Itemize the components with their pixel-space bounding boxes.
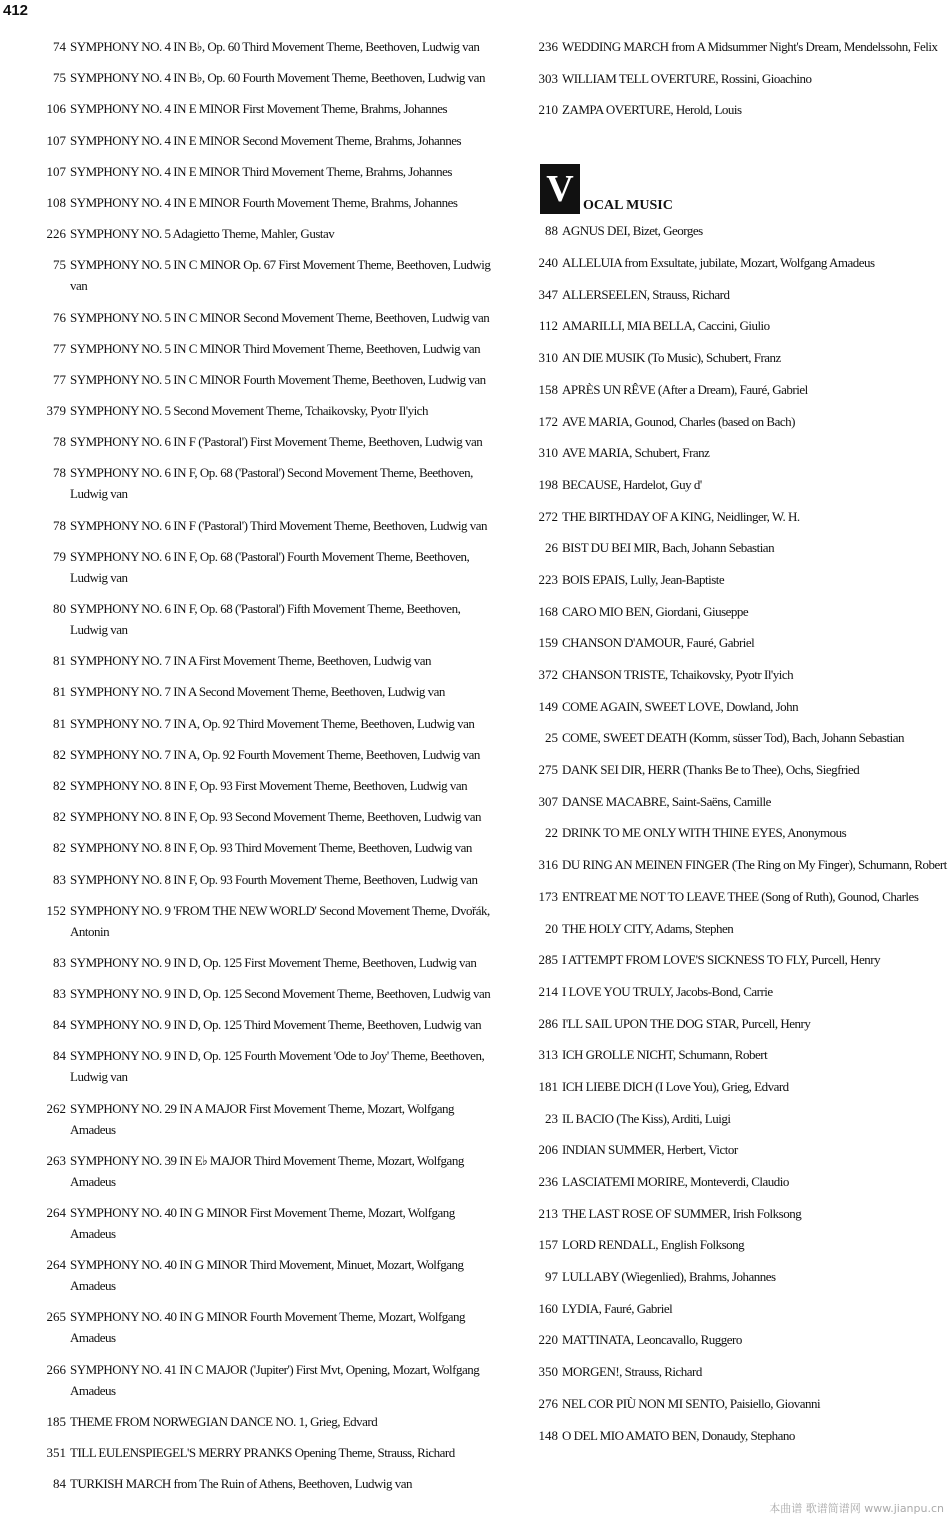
page-ref: 198	[538, 476, 558, 492]
entry-title: SYMPHONY NO. 7 IN A, Op. 92 Third Movement Theme, Beethoven, Ludwig van	[70, 715, 475, 731]
page-ref: 310	[538, 350, 558, 366]
entry-title: CHANSON D'AMOUR, Fauré, Gabriel	[562, 635, 755, 651]
page-ref: 149	[538, 698, 558, 714]
entry-title: SYMPHONY NO. 7 IN A, Op. 92 Fourth Movement Theme, Beethoven, Ludwig van	[70, 746, 480, 762]
index-entry	[30, 681, 500, 702]
entry-title: SYMPHONY NO. 7 IN A Second Movement Theme, Beethoven, Ludwig van	[70, 684, 445, 700]
entry-title: SYMPHONY NO. 4 IN E MINOR Fourth Movement Theme, Brahms, Johannes	[70, 194, 458, 210]
page-ref: 107	[46, 163, 66, 179]
entry-title: INDIAN SUMMER, Herbert, Victor	[562, 1142, 738, 1158]
page-ref: 78	[53, 434, 66, 450]
entry-title: SYMPHONY NO. 5 IN C MINOR Third Movement Theme, Beethoven, Ludwig van	[70, 340, 481, 356]
page-ref: 159	[538, 635, 558, 651]
index-entry	[30, 1306, 500, 1348]
entry-title: CHANSON TRISTE, Tchaikovsky, Pyotr Il'yich	[562, 667, 794, 682]
entry-title: TURKISH MARCH from The Ruin of Athens, Beethoven, Ludwig van	[70, 1476, 413, 1492]
page-ref: 285	[538, 952, 558, 968]
page-ref: 84	[53, 1048, 66, 1064]
index-entry	[30, 1411, 500, 1432]
page-ref: 82	[53, 777, 66, 793]
index-entry	[30, 1254, 500, 1296]
page-ref: 236	[538, 39, 558, 54]
entry-title: SYMPHONY NO. 41 IN C MAJOR ('Jupiter') First Mvt, Opening, Mozart, Wolfgang Amadeus	[70, 1361, 480, 1398]
entry-title: MORGEN!, Strauss, Richard	[562, 1364, 702, 1380]
entry-title: ICH GROLLE NICHT, Schumann, Robert	[562, 1047, 768, 1063]
page-ref: 313	[538, 1047, 558, 1063]
page-ref: 84	[53, 1476, 66, 1492]
index-entry	[528, 1298, 948, 1319]
index-entry	[528, 411, 948, 432]
section-heading-vocal-music	[528, 162, 948, 214]
index-entry	[30, 369, 500, 390]
entry-title: I LOVE YOU TRULY, Jacobs-Bond, Carrie	[562, 983, 773, 999]
entry-title: SYMPHONY NO. 5 IN C MINOR Fourth Movement Theme, Beethoven, Ludwig van	[70, 371, 486, 387]
page-ref: 303	[538, 70, 558, 86]
page-ref: 148	[538, 1427, 558, 1443]
entry-title: DANK SEI DIR, HERR (Thanks Be to Thee), Ochs, Siegfried	[562, 762, 860, 778]
entry-title: COME, SWEET DEATH (Komm, süsser Tod), Bach, Johann Sebastian	[562, 730, 904, 746]
page-ref: 77	[53, 340, 66, 356]
index-entry	[30, 775, 500, 796]
index-entry	[30, 1359, 500, 1401]
entry-title: IL BACIO (The Kiss), Arditi, Luigi	[562, 1110, 731, 1126]
page-ref: 97	[545, 1269, 558, 1285]
entry-title: I'LL SAIL UPON THE DOG STAR, Purcell, Henry	[562, 1015, 811, 1031]
index-entry	[528, 1171, 948, 1192]
entry-title: SYMPHONY NO. 40 IN G MINOR Third Movement, Minuet, Mozart, Wolfgang Amadeus	[70, 1257, 464, 1294]
page-ref: 152	[46, 902, 66, 918]
entry-title: NEL COR PIÙ NON MI SENTO, Paisiello, Giovanni	[562, 1395, 821, 1411]
index-entry	[528, 1393, 948, 1414]
vocal-music-list	[528, 220, 948, 1445]
index-entry	[528, 1234, 948, 1255]
page-ref: 265	[46, 1309, 66, 1325]
entry-title: LORD RENDALL, English Folksong	[562, 1237, 745, 1253]
page-ref: 214	[538, 983, 558, 999]
entry-title: SYMPHONY NO. 5 IN C MINOR Op. 67 First Movement Theme, Beethoven, Ludwig van	[70, 257, 491, 294]
index-entry	[528, 949, 948, 970]
index-entry	[30, 598, 500, 640]
entry-title: ALLELUIA from Exsultate, jubilate, Mozart, Wolfgang Amadeus	[562, 255, 875, 271]
entry-title: SYMPHONY NO. 6 IN F, Op. 68 ('Pastoral') Fifth Movement Theme, Beethoven, Ludwig van	[70, 601, 461, 637]
index-entry	[528, 1266, 948, 1287]
index-entry	[528, 1044, 948, 1065]
index-entry	[30, 36, 500, 57]
page-ref: 220	[538, 1332, 558, 1348]
entry-title: SYMPHONY NO. 5 IN C MINOR Second Movement Theme, Beethoven, Ludwig van	[70, 309, 490, 325]
page-ref: 351	[46, 1444, 66, 1460]
index-entry	[30, 1442, 500, 1463]
entry-title: DRINK TO ME ONLY WITH THINE EYES, Anonymous	[562, 825, 847, 841]
entry-title: BECAUSE, Hardelot, Guy d'	[562, 476, 702, 492]
entry-title: SYMPHONY NO. 6 IN F ('Pastoral') Third Movement Theme, Beethoven, Ludwig van	[70, 517, 488, 533]
entry-title: SYMPHONY NO. 9 IN D, Op. 125 Second Movement Theme, Beethoven, Ludwig van	[70, 986, 491, 1002]
index-entry	[30, 67, 500, 88]
orchestral-continued-list	[528, 36, 948, 120]
entry-title: SYMPHONY NO. 9 IN D, Op. 125 Third Movement Theme, Beethoven, Ludwig van	[70, 1017, 482, 1033]
index-entry	[30, 1098, 500, 1140]
index-entry	[30, 1150, 500, 1192]
index-entry	[528, 379, 948, 400]
entry-title: ALLERSEELEN, Strauss, Richard	[562, 286, 730, 302]
entry-title: APRÈS UN RÊVE (After a Dream), Fauré, Gabriel	[562, 381, 808, 397]
index-entry	[528, 1361, 948, 1382]
page-ref: 74	[53, 39, 66, 54]
entry-title: SYMPHONY NO. 29 IN A MAJOR First Movement Theme, Mozart, Wolfgang Amadeus	[70, 1100, 455, 1137]
page-ref: 264	[46, 1257, 66, 1273]
entry-title: MATTINATA, Leoncavallo, Ruggero	[562, 1332, 742, 1348]
page-ref: 81	[53, 715, 66, 731]
index-entry	[528, 886, 948, 907]
page-ref: 25	[545, 730, 558, 746]
entry-title: LYDIA, Fauré, Gabriel	[562, 1300, 673, 1316]
entry-title: DANSE MACABRE, Saint-Saëns, Camille	[562, 793, 771, 809]
entry-title: SYMPHONY NO. 9 IN D, Op. 125 First Movement Theme, Beethoven, Ludwig van	[70, 954, 477, 970]
entry-title: LASCIATEMI MORIRE, Monteverdi, Claudio	[562, 1174, 789, 1189]
entry-title: ZAMPA OVERTURE, Herold, Louis	[562, 102, 742, 118]
entry-title: LULLABY (Wiegenlied), Brahms, Johannes	[562, 1269, 776, 1285]
index-entry	[30, 983, 500, 1004]
page-ref: 275	[538, 762, 558, 778]
entry-title: SYMPHONY NO. 4 IN B♭, Op. 60 Third Movement Theme, Beethoven, Ludwig van	[70, 39, 480, 54]
page-ref: 210	[538, 102, 558, 118]
entry-title: DU RING AN MEINEN FINGER (The Ring on My Finger), Schumann, Robert	[562, 857, 947, 873]
entry-title: TILL EULENSPIEGEL'S MERRY PRANKS Opening Theme, Strauss, Richard	[70, 1444, 455, 1460]
index-entry	[528, 569, 948, 590]
page-ref: 108	[46, 194, 66, 210]
page-ref: 160	[538, 1300, 558, 1316]
section-initial: V	[540, 164, 580, 214]
entry-title: AVE MARIA, Schubert, Franz	[562, 445, 710, 461]
page-ref: 172	[538, 413, 558, 429]
index-entry	[30, 1014, 500, 1035]
index-entry	[528, 632, 948, 653]
index-entry	[30, 744, 500, 765]
entry-title: SYMPHONY NO. 4 IN E MINOR Third Movement Theme, Brahms, Johannes	[70, 163, 452, 179]
index-entry	[528, 822, 948, 843]
entry-title: SYMPHONY NO. 8 IN F, Op. 93 Second Movement Theme, Beethoven, Ludwig van	[70, 809, 482, 825]
index-entry	[528, 68, 948, 89]
entry-title: BOIS EPAIS, Lully, Jean-Baptiste	[562, 571, 725, 587]
entry-title: ENTREAT ME NOT TO LEAVE THEE (Song of Ruth), Gounod, Charles	[562, 888, 919, 904]
index-entry	[528, 981, 948, 1002]
index-entry	[528, 1329, 948, 1350]
page-ref: 157	[538, 1237, 558, 1253]
page-ref: 75	[53, 70, 66, 86]
page-ref: 264	[46, 1205, 66, 1220]
page-ref: 77	[53, 371, 66, 387]
page-ref: 266	[46, 1361, 66, 1377]
entry-title: SYMPHONY NO. 6 IN F, Op. 68 ('Pastoral') Fourth Movement Theme, Beethoven, Ludwig van	[70, 548, 470, 585]
page-ref: 26	[545, 540, 558, 556]
entry-title: WEDDING MARCH from A Midsummer Night's Dream, Mendelssohn, Felix	[562, 39, 938, 54]
page-ref: 84	[53, 1017, 66, 1033]
index-entry	[30, 806, 500, 827]
entry-title: WILLIAM TELL OVERTURE, Rossini, Gioachino	[562, 70, 812, 86]
index-entry	[30, 650, 500, 671]
entry-title: AVE MARIA, Gounod, Charles (based on Bach)	[562, 413, 795, 429]
index-entry	[528, 1076, 948, 1097]
page-ref: 236	[538, 1174, 558, 1189]
page-ref: 83	[53, 871, 66, 887]
index-entry	[30, 837, 500, 858]
entry-title: SYMPHONY NO. 7 IN A First Movement Theme, Beethoven, Ludwig van	[70, 653, 432, 669]
entry-title: SYMPHONY NO. 9 'FROM THE NEW WORLD' Second Movement Theme, Dvořák, Antonin	[70, 902, 490, 939]
entry-title: SYMPHONY NO. 4 IN E MINOR First Movement Theme, Brahms, Johannes	[70, 101, 448, 117]
entry-title: COME AGAIN, SWEET LOVE, Dowland, John	[562, 698, 799, 714]
index-entry	[528, 474, 948, 495]
index-entry	[30, 900, 500, 942]
page-ref: 379	[46, 403, 66, 419]
index-entry	[30, 1202, 500, 1244]
page-ref: 22	[545, 825, 558, 841]
index-entry	[528, 36, 948, 57]
page-ref: 286	[538, 1015, 558, 1031]
entry-title: SYMPHONY NO. 8 IN F, Op. 93 First Movement Theme, Beethoven, Ludwig van	[70, 777, 468, 793]
index-entry	[30, 1473, 500, 1494]
index-entry	[528, 601, 948, 622]
index-entry	[528, 1108, 948, 1129]
index-entry	[30, 307, 500, 328]
index-entry	[528, 315, 948, 336]
page-ref: 206	[538, 1142, 558, 1158]
page-ref: 181	[538, 1078, 558, 1094]
entry-title: CARO MIO BEN, Giordani, Giuseppe	[562, 603, 749, 619]
page-ref: 81	[53, 684, 66, 700]
page-ref: 79	[53, 548, 66, 564]
entry-title: SYMPHONY NO. 6 IN F, Op. 68 ('Pastoral') Second Movement Theme, Beethoven, Ludwig van	[70, 465, 473, 502]
page-ref: 226	[46, 226, 66, 242]
index-entry	[30, 431, 500, 452]
page-ref: 213	[538, 1205, 558, 1221]
index-entry	[528, 791, 948, 812]
entry-title: SYMPHONY NO. 4 IN E MINOR Second Movement Theme, Brahms, Johannes	[70, 132, 462, 148]
index-entry	[30, 515, 500, 536]
index-entry	[528, 696, 948, 717]
page-ref: 185	[46, 1413, 66, 1429]
page-ref: 223	[538, 571, 558, 587]
index-entry	[30, 952, 500, 973]
index-entry	[528, 347, 948, 368]
page-ref: 82	[53, 809, 66, 825]
page-ref: 347	[538, 286, 558, 302]
page-ref: 307	[538, 793, 558, 809]
entry-title: THE LAST ROSE OF SUMMER, Irish Folksong	[562, 1205, 802, 1221]
index-entry	[528, 99, 948, 120]
entry-title: SYMPHONY NO. 39 IN E♭ MAJOR Third Movement Theme, Mozart, Wolfgang Amadeus	[70, 1152, 464, 1189]
page-ref: 350	[538, 1364, 558, 1380]
entry-title: O DEL MIO AMATO BEN, Donaudy, Stephano	[562, 1427, 795, 1443]
entry-title: AN DIE MUSIK (To Music), Schubert, Franz	[562, 350, 781, 366]
entry-title: SYMPHONY NO. 8 IN F, Op. 93 Third Movement Theme, Beethoven, Ludwig van	[70, 840, 472, 856]
entry-title: ICH LIEBE DICH (I Love You), Grieg, Edvard	[562, 1078, 789, 1094]
index-entry	[528, 1013, 948, 1034]
page-ref: 276	[538, 1395, 558, 1411]
page-ref: 310	[538, 445, 558, 461]
entry-title: SYMPHONY NO. 5 Adagietto Theme, Mahler, Gustav	[70, 226, 335, 242]
index-entry	[30, 192, 500, 213]
index-entry	[528, 506, 948, 527]
entry-title: AGNUS DEI, Bizet, Georges	[562, 223, 703, 239]
index-entry	[528, 284, 948, 305]
index-entry	[30, 223, 500, 244]
page-ref: 158	[538, 381, 558, 397]
entry-title: SYMPHONY NO. 8 IN F, Op. 93 Fourth Movement Theme, Beethoven, Ludwig van	[70, 871, 478, 887]
index-entry	[30, 254, 500, 296]
page-ref: 372	[538, 667, 558, 682]
entry-title: SYMPHONY NO. 9 IN D, Op. 125 Fourth Movement 'Ode to Joy' Theme, Beethoven, Ludwig van	[70, 1048, 485, 1085]
page-ref: 81	[53, 653, 66, 669]
index-entry	[30, 400, 500, 421]
index-entry	[528, 1425, 948, 1446]
entry-title: SYMPHONY NO. 40 IN G MINOR First Movement Theme, Mozart, Wolfgang Amadeus	[70, 1205, 455, 1241]
index-entry	[30, 98, 500, 119]
entry-title: SYMPHONY NO. 5 Second Movement Theme, Tchaikovsky, Pyotr Il'yich	[70, 403, 428, 419]
index-entry	[528, 664, 948, 685]
entry-title: SYMPHONY NO. 6 IN F ('Pastoral') First Movement Theme, Beethoven, Ludwig van	[70, 434, 483, 450]
entry-title: SYMPHONY NO. 40 IN G MINOR Fourth Movement Theme, Mozart, Wolfgang Amadeus	[70, 1309, 466, 1346]
index-entry	[30, 869, 500, 890]
page-ref: 240	[538, 255, 558, 271]
page-ref: 107	[46, 132, 66, 148]
page-ref: 23	[545, 1110, 558, 1126]
entry-title: I ATTEMPT FROM LOVE'S SICKNESS TO FLY, Purcell, Henry	[562, 952, 881, 968]
entry-title: BIST DU BEI MIR, Bach, Johann Sebastian	[562, 540, 775, 556]
index-entry	[30, 161, 500, 182]
right-column	[528, 36, 948, 1456]
index-entry	[528, 759, 948, 780]
index-entry	[30, 338, 500, 359]
page-ref: 75	[53, 257, 66, 273]
entry-title: SYMPHONY NO. 4 IN B♭, Op. 60 Fourth Movement Theme, Beethoven, Ludwig van	[70, 70, 485, 86]
page-number: 412	[3, 2, 29, 19]
page-ref: 83	[53, 954, 66, 970]
index-entry	[30, 713, 500, 734]
index-entry	[528, 442, 948, 463]
page-ref: 262	[46, 1100, 66, 1116]
entry-title: AMARILLI, MIA BELLA, Caccini, Giulio	[562, 318, 770, 334]
page-ref: 20	[545, 920, 558, 936]
page-ref: 272	[538, 508, 558, 524]
page-ref: 88	[545, 223, 558, 239]
index-entry	[30, 462, 500, 504]
index-entry	[528, 1203, 948, 1224]
index-entry	[528, 537, 948, 558]
left-column	[30, 36, 500, 1504]
entry-title: THE BIRTHDAY OF A KING, Neidlinger, W. H.	[562, 508, 800, 524]
watermark: 本曲谱 歌谱简谱网 www.jianpu.cn	[769, 1502, 944, 1515]
page-ref: 112	[538, 318, 558, 334]
entry-title: THE HOLY CITY, Adams, Stephen	[562, 920, 734, 936]
index-entry	[528, 220, 948, 241]
page-ref: 82	[53, 840, 66, 856]
index-entry	[528, 1139, 948, 1160]
page-ref: 83	[53, 986, 66, 1002]
page-ref: 78	[53, 465, 66, 481]
page-ref: 106	[46, 101, 66, 117]
index-entry	[30, 130, 500, 151]
section-title: OCAL MUSIC	[583, 198, 673, 214]
index-entry	[528, 918, 948, 939]
index-entry	[528, 854, 948, 875]
page-ref: 263	[46, 1152, 66, 1168]
index-entry	[528, 252, 948, 273]
index-entry	[30, 546, 500, 588]
index-entry	[528, 727, 948, 748]
page-ref: 168	[538, 603, 558, 619]
page-ref: 316	[538, 857, 558, 873]
page-ref: 80	[53, 601, 66, 616]
page-ref: 76	[53, 309, 66, 325]
index-entry	[30, 1045, 500, 1087]
page-ref: 82	[53, 746, 66, 762]
page-ref: 78	[53, 517, 66, 533]
entry-title: THEME FROM NORWEGIAN DANCE NO. 1, Grieg, Edvard	[70, 1413, 378, 1429]
page-ref: 173	[538, 888, 558, 904]
